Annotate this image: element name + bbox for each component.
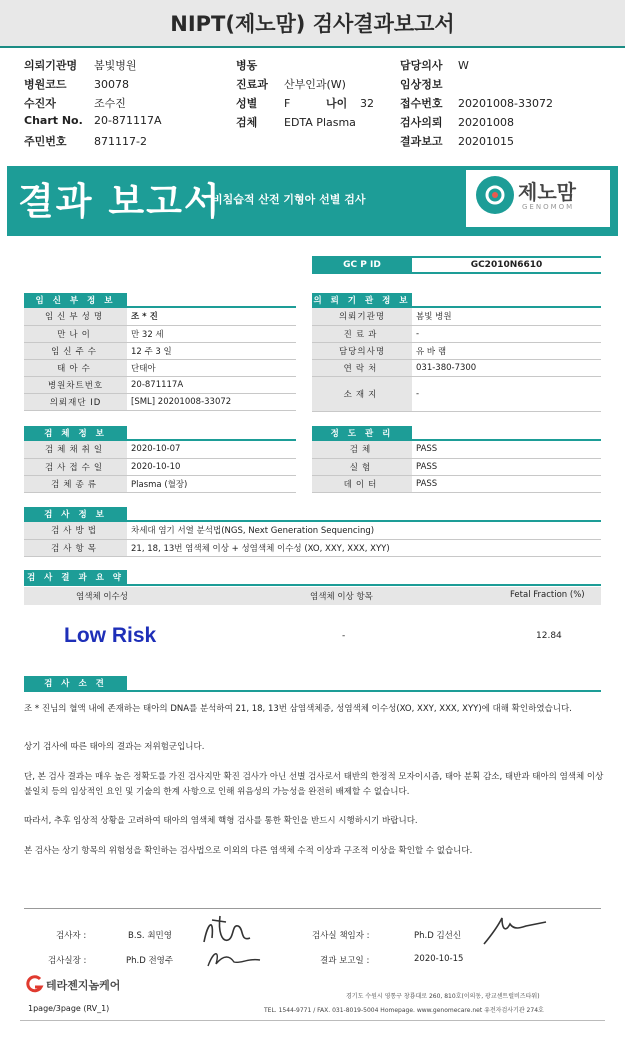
result-abnormal: - bbox=[342, 631, 346, 641]
sex-label: 성별 bbox=[236, 97, 258, 110]
pregnant-table bbox=[24, 308, 296, 411]
divider bbox=[24, 908, 601, 909]
chief-name: Ph.D 김선신 bbox=[414, 931, 462, 941]
institution-table bbox=[312, 308, 601, 412]
table-row: 검사항목 21, 18, 13번 염색체 이상 + 성염색체 이수성 (XO, XXY, XXX, XYY) bbox=[24, 539, 601, 556]
specimen-table bbox=[24, 441, 296, 493]
clinical-label: 임상정보 bbox=[400, 78, 443, 91]
findings-section-line bbox=[24, 690, 601, 692]
summary-section-line bbox=[24, 584, 601, 586]
company-name: 테라젠지놈케어 bbox=[46, 979, 121, 992]
footer-line bbox=[20, 1020, 605, 1021]
table-row: 실험 PASS bbox=[312, 458, 601, 475]
examiner-label: 검사자 : bbox=[56, 931, 87, 941]
summary-section-header: 검 사 결 과 요 약 bbox=[24, 570, 127, 584]
report-title-bar bbox=[0, 0, 625, 48]
table-row: 임신주수 12 주 3 일 bbox=[24, 342, 296, 359]
table-row: 소재지 - bbox=[312, 376, 601, 411]
report-title: NIPT(제노맘) 검사결과보고서 bbox=[170, 12, 455, 36]
summary-col-abnormal: 염색체 이상 항목 bbox=[310, 592, 373, 602]
table-row: 진료과 - bbox=[312, 325, 601, 342]
doctor-label: 담당의사 bbox=[400, 59, 443, 72]
request-label: 검사의뢰 bbox=[400, 116, 443, 129]
receipt-label: 접수번호 bbox=[400, 97, 443, 110]
table-row: 검사접수일 2020-10-10 bbox=[24, 458, 296, 475]
chief-label: 검사실 책임자 : bbox=[312, 931, 370, 941]
footer-contact: TEL. 1544-9771 / FAX. 031-8019-5004 Homepage. www.genomecare.net 유전자검사기관 274호 bbox=[264, 1007, 544, 1014]
banner-subtitle: 비침습적 산전 기형아 선별 검사 bbox=[212, 193, 366, 206]
company-logo-icon bbox=[24, 975, 44, 993]
table-row: 데이터 PASS bbox=[312, 475, 601, 492]
doctor-value: W bbox=[458, 59, 469, 72]
lab-head-signature-icon bbox=[204, 944, 264, 972]
table-row: 연락처 031-380-7300 bbox=[312, 359, 601, 376]
table-row: 임신부성명 조 * 진 bbox=[24, 308, 296, 325]
chart-value: 20-871117A bbox=[94, 114, 162, 127]
specimen-value: EDTA Plasma bbox=[284, 116, 356, 129]
hcode-label: 병원코드 bbox=[24, 78, 67, 91]
receipt-value: 20201008-33072 bbox=[458, 97, 553, 110]
examiner-signature-icon bbox=[198, 912, 262, 948]
logo-subtext: GENOMOM bbox=[522, 203, 575, 211]
report-date-label: 결과 보고일 : bbox=[320, 956, 370, 966]
rrn-value: 871117-2 bbox=[94, 135, 147, 148]
request-value: 20201008 bbox=[458, 116, 514, 129]
table-row: 검체종류 Plasma (혈장) bbox=[24, 475, 296, 492]
summary-col-aneuploidy: 염색체 이수성 bbox=[76, 592, 128, 602]
report-date-value: 2020-10-15 bbox=[414, 954, 464, 964]
finding-paragraph-5: 본 검사는 상기 항목의 위험성을 확인하는 검사법으로 이외의 다른 염색체 수적 이상과 구조적 이상을 확인할 수 없습니다. bbox=[24, 846, 473, 856]
dept-label: 진료과 bbox=[236, 78, 268, 91]
summary-col-ff: Fetal Fraction (%) bbox=[510, 590, 585, 600]
rrn-label: 주민번호 bbox=[24, 135, 67, 148]
qc-table bbox=[312, 441, 601, 493]
findings-section-header: 검 사 소 견 bbox=[24, 676, 127, 690]
table-row: 담당의사명 유 바 램 bbox=[312, 342, 601, 359]
specimen-label: 검체 bbox=[236, 116, 258, 129]
chief-signature-icon bbox=[480, 912, 550, 948]
result-low-risk: Low Risk bbox=[64, 624, 157, 647]
finding-paragraph-2: 상기 검사에 따른 태아의 결과는 저위험군입니다. bbox=[24, 742, 205, 752]
hcode-value: 30078 bbox=[94, 78, 129, 91]
institution-section-header: 의 뢰 기 관 정 보 bbox=[312, 293, 412, 307]
collector-value: 조수진 bbox=[94, 97, 126, 110]
lab-head-label: 검사실장 : bbox=[48, 956, 87, 966]
examiner-name: B.S. 최민영 bbox=[128, 931, 172, 941]
sex-value: F bbox=[284, 97, 291, 110]
banner-title: 결과 보고서 bbox=[18, 180, 222, 223]
age-value: 32 bbox=[360, 97, 374, 110]
table-row: 의뢰재단 ID [SML] 20201008-33072 bbox=[24, 393, 296, 410]
test-table bbox=[24, 522, 601, 557]
footer-address: 경기도 수원시 영통구 창룡대로 260, 810호(이의동, 광교센트럴비즈타워) bbox=[346, 993, 540, 1000]
logo-text: 제노맘 bbox=[518, 180, 576, 204]
pregnant-section-header: 임 신 부 정 보 bbox=[24, 293, 127, 307]
test-section-header: 검 사 정 보 bbox=[24, 507, 127, 521]
specimen-section-header: 검 체 정 보 bbox=[24, 426, 127, 440]
finding-paragraph-4: 따라서, 추후 임상적 상황을 고려하여 태아의 염색체 핵형 검사를 통한 확인을 반드시 시행하시기 바랍니다. bbox=[24, 816, 418, 826]
ward-label: 병동 bbox=[236, 59, 258, 72]
table-row: 검체채취일 2020-10-07 bbox=[24, 441, 296, 458]
age-label: 나이 bbox=[326, 97, 348, 110]
genomom-logo-icon bbox=[476, 176, 514, 214]
page-indicator: 1page/3page (RV_1) bbox=[28, 1004, 110, 1013]
table-row: 만나이 만 32 세 bbox=[24, 325, 296, 342]
report-value: 20201015 bbox=[458, 135, 514, 148]
table-row: 태아수 단태아 bbox=[24, 359, 296, 376]
table-row: 검체 PASS bbox=[312, 441, 601, 458]
gcpid-value: GC2010N6610 bbox=[412, 256, 601, 274]
finding-paragraph-3: 단, 본 검사 결과는 매우 높은 정확도를 가진 검사지만 확진 검사가 아닌 선별 검사로서 태반의 한정적 모자이시즘, 태아 분획 감소, 태반과 태아의 염색체 이상 불일치 등의 임상적인 요인 및 기술의 한계 사항으로 인해 위음성의 가능성을 완전히 배제할 수 없습니다. bbox=[24, 772, 604, 797]
hospital-value: 봄빛병원 bbox=[94, 59, 137, 72]
table-row: 병원차트번호 20-871117A bbox=[24, 376, 296, 393]
report-label: 결과보고 bbox=[400, 135, 443, 148]
dept-value: 산부인과(W) bbox=[284, 78, 346, 91]
chart-label: Chart No. bbox=[24, 114, 83, 127]
summary-header-row bbox=[24, 587, 601, 605]
table-row: 검사방법 차세대 염기 서열 분석법(NGS, Next Generation Sequencing) bbox=[24, 522, 601, 539]
result-fetal-fraction: 12.84 bbox=[536, 631, 562, 641]
gcpid-label: GC P ID bbox=[312, 256, 412, 274]
table-row: 의뢰기관명 봄빛 병원 bbox=[312, 308, 601, 325]
hospital-label: 의뢰기관명 bbox=[24, 59, 78, 72]
finding-paragraph-1: 조 * 진님의 혈액 내에 존재하는 태아의 DNA를 분석하여 21, 18, 13번 삼염색체증, 성염색체 이수성(XO, XXY, XXX, XYY)에 대해 확인하였습니다. bbox=[24, 704, 572, 714]
lab-head-name: Ph.D 전영주 bbox=[126, 956, 174, 966]
qc-section-header: 정 도 관 리 bbox=[312, 426, 412, 440]
collector-label: 수진자 bbox=[24, 97, 56, 110]
